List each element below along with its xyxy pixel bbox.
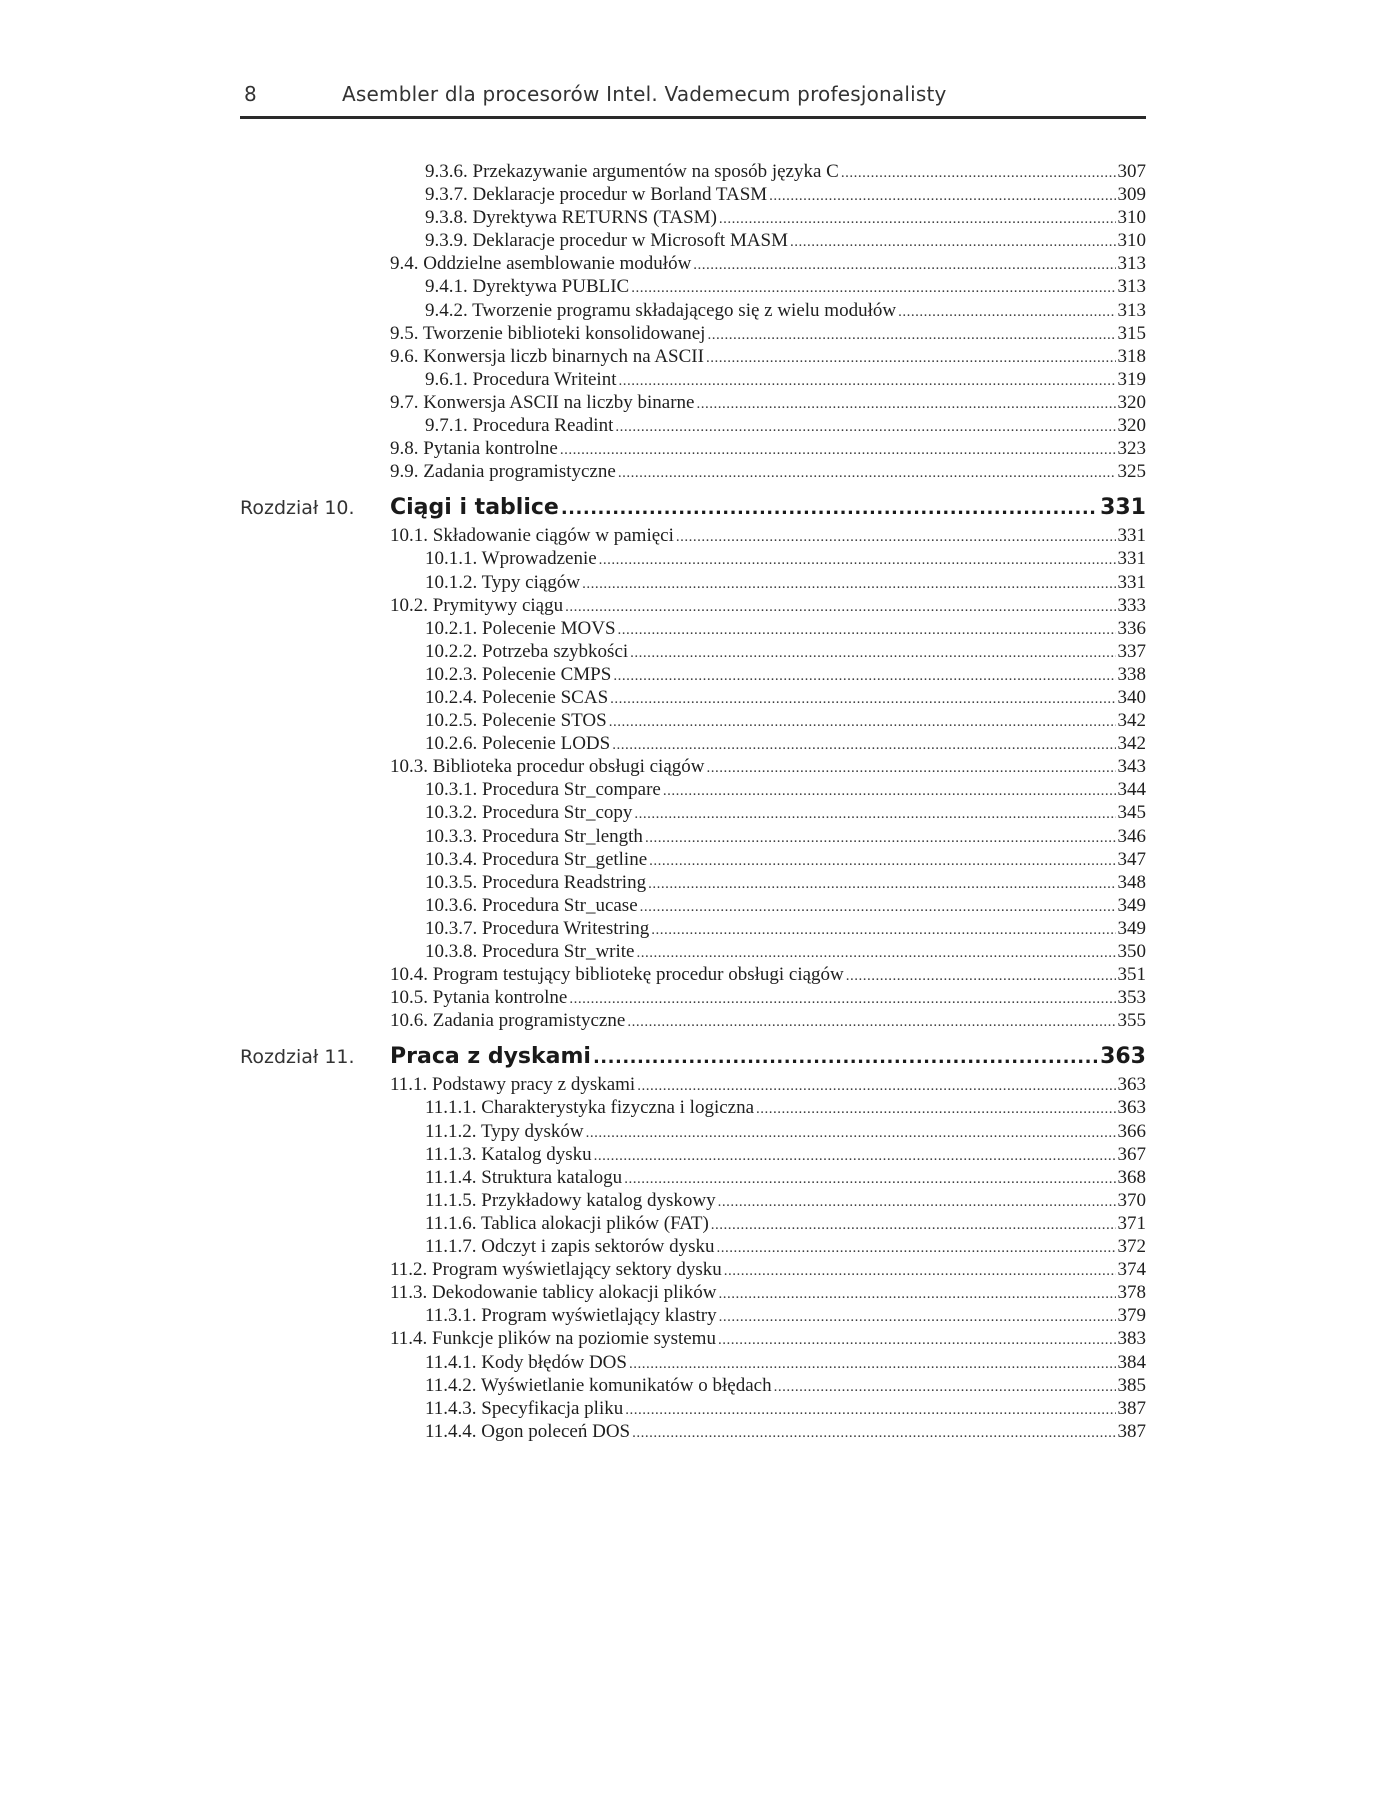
- entry-label: 10.3.8. Procedura Str_write: [425, 941, 635, 962]
- toc-subsection-entry: [425, 686, 1146, 709]
- dot-leader: [625, 1399, 1115, 1422]
- entry-label: 10.3.5. Procedura Readstring: [425, 871, 647, 893]
- toc-section-entry: [390, 345, 1146, 368]
- entry-page-number: 346: [1117, 825, 1146, 847]
- dot-leader: [613, 665, 1115, 688]
- toc-section-entry: [390, 252, 1146, 275]
- entry-label: 11.1.5. Przykładowy katalog dyskowy: [425, 1189, 716, 1211]
- entry-page-number: 347: [1117, 848, 1146, 870]
- entry-page-number: 379: [1117, 1305, 1146, 1327]
- toc-subsection-entry: [425, 414, 1146, 437]
- toc-section-entry: [390, 986, 1146, 1009]
- entry-page-number: 340: [1117, 686, 1146, 708]
- toc-section-entry: [390, 1073, 1146, 1096]
- dot-leader: [649, 850, 1115, 873]
- dot-leader: [593, 1041, 1098, 1074]
- toc-section-entry: [390, 524, 1146, 547]
- entry-page-number: 336: [1117, 617, 1146, 639]
- dot-leader: [632, 1422, 1115, 1445]
- chapter-page-number: 331: [1100, 495, 1146, 521]
- dot-leader: [610, 688, 1115, 711]
- entry-page-number: 307: [1117, 161, 1146, 182]
- toc-subsection-entry: [425, 1166, 1146, 1189]
- entry-page-number: 345: [1117, 802, 1146, 824]
- dot-leader: [898, 301, 1115, 324]
- entry-page-number: 384: [1117, 1351, 1146, 1373]
- entry-label: 11.1.4. Struktura katalogu: [425, 1166, 623, 1188]
- entry-page-number: 355: [1117, 1010, 1146, 1032]
- entry-label: 10.2.6. Polecenie LODS: [425, 733, 611, 755]
- entry-page-number: 349: [1117, 917, 1146, 939]
- toc-subsection-entry: [425, 917, 1146, 940]
- dot-leader: [663, 780, 1116, 803]
- entry-page-number: 325: [1117, 461, 1146, 483]
- entry-page-number: 342: [1117, 733, 1146, 755]
- dot-leader: [696, 393, 1115, 416]
- chapter-page-number: 363: [1100, 1044, 1146, 1070]
- entry-label: 10.3.2. Procedura Str_copy: [425, 802, 633, 824]
- entry-page-number: 320: [1117, 415, 1146, 437]
- toc-subsection-entry: [425, 1374, 1146, 1397]
- entry-label: 11.1.1. Charakterystyka fizyczna i logiczna: [425, 1097, 755, 1119]
- entry-page-number: 374: [1117, 1259, 1146, 1281]
- entry-label: 11.2. Program wyświetlający sektory dysku: [390, 1259, 722, 1281]
- entry-page-number: 351: [1117, 964, 1146, 986]
- dot-leader: [565, 596, 1115, 619]
- entry-page-number: 342: [1117, 710, 1146, 732]
- toc-subsection-entry: [425, 229, 1146, 252]
- dot-leader: [599, 549, 1116, 572]
- entry-label: 11.4.2. Wyświetlanie komunikatów o błędach: [425, 1374, 772, 1396]
- dot-leader: [717, 1237, 1116, 1260]
- toc-subsection-entry: [425, 571, 1146, 594]
- toc-subsection-entry: [425, 1120, 1146, 1143]
- dot-leader: [636, 942, 1115, 965]
- toc-subsection-entry: [425, 801, 1146, 824]
- entry-page-number: 331: [1117, 525, 1146, 547]
- dot-leader: [586, 1122, 1116, 1145]
- toc-subsection-entry: [425, 894, 1146, 917]
- toc-subsection-entry: [425, 299, 1146, 322]
- entry-page-number: 348: [1117, 871, 1146, 893]
- entry-page-number: 387: [1117, 1420, 1146, 1442]
- entry-label: 9.3.6. Przekazywanie argumentów na sposób języka C: [425, 161, 839, 182]
- toc-subsection-entry: [425, 663, 1146, 686]
- dot-leader: [651, 919, 1115, 942]
- dot-leader: [612, 734, 1115, 757]
- chapter-label: Rozdział 10.: [240, 497, 355, 520]
- entry-label: 10.4. Program testujący bibliotekę procedur obsługi ciągów: [390, 964, 844, 986]
- entry-page-number: 350: [1117, 941, 1146, 962]
- dot-leader: [718, 1329, 1116, 1352]
- toc-subsection-entry: [425, 709, 1146, 732]
- toc-section-entry: [390, 437, 1146, 460]
- entry-label: 9.5. Tworzenie biblioteki konsolidowanej: [390, 322, 706, 344]
- entry-page-number: 310: [1117, 230, 1146, 252]
- entry-label: 9.9. Zadania programistyczne: [390, 461, 616, 483]
- entry-label: 9.4.2. Tworzenie programu składającego się z wielu modułów: [425, 299, 897, 321]
- entry-label: 10.2.4. Polecenie SCAS: [425, 686, 609, 708]
- toc-subsection-entry: [425, 1189, 1146, 1212]
- dot-leader: [846, 965, 1116, 988]
- toc-section-entry: [390, 1009, 1146, 1032]
- toc-section-entry: [390, 322, 1146, 345]
- entry-page-number: 313: [1117, 253, 1146, 275]
- dot-leader: [756, 1098, 1115, 1121]
- toc-section-entry: [390, 594, 1146, 617]
- entry-label: 11.1.2. Typy dysków: [425, 1120, 584, 1142]
- entry-page-number: 313: [1117, 299, 1146, 321]
- dot-leader: [615, 416, 1115, 439]
- entry-label: 11.4. Funkcje plików na poziomie systemu: [390, 1328, 716, 1350]
- entry-page-number: 343: [1117, 756, 1146, 778]
- entry-label: 10.3.7. Procedura Writestring: [425, 917, 650, 939]
- entry-label: 11.1.7. Odczyt i zapis sektorów dysku: [425, 1236, 715, 1258]
- toc-subsection-entry: [425, 160, 1146, 183]
- toc-section-entry: [390, 963, 1146, 986]
- dot-leader: [618, 619, 1116, 642]
- toc-subsection-entry: [425, 1420, 1146, 1443]
- page-number: 8: [244, 82, 257, 106]
- entry-label: 10.2.1. Polecenie MOVS: [425, 617, 616, 639]
- entry-label: 10.6. Zadania programistyczne: [390, 1010, 626, 1032]
- toc-subsection-entry: [425, 1304, 1146, 1327]
- entry-page-number: 368: [1117, 1166, 1146, 1188]
- toc-section-entry: [390, 755, 1146, 778]
- entry-label: 10.2.3. Polecenie CMPS: [425, 663, 612, 685]
- table-of-contents: [240, 160, 1146, 1443]
- entry-label: 10.2.5. Polecenie STOS: [425, 710, 607, 732]
- toc-section-entry: [390, 1327, 1146, 1350]
- entry-label: 9.4.1. Dyrektywa PUBLIC: [425, 276, 630, 298]
- entry-label: 11.3. Dekodowanie tablicy alokacji plików: [390, 1282, 717, 1304]
- dot-leader: [769, 185, 1115, 208]
- toc-subsection-entry: [425, 206, 1146, 229]
- toc-subsection-entry: [425, 1212, 1146, 1235]
- dot-leader: [624, 1168, 1115, 1191]
- entry-label: 10.3. Biblioteka procedur obsługi ciągów: [390, 756, 705, 778]
- entry-label: 10.1. Składowanie ciągów w pamięci: [390, 525, 674, 547]
- entry-page-number: 370: [1117, 1189, 1146, 1211]
- toc-section-entry: [390, 391, 1146, 414]
- book-title: Asembler dla procesorów Intel. Vademecum profesjonalisty: [342, 82, 947, 106]
- dot-leader: [631, 277, 1115, 300]
- toc-section-entry: [390, 1281, 1146, 1304]
- dot-leader: [560, 439, 1116, 462]
- entry-label: 9.6. Konwersja liczb binarnych na ASCII: [390, 345, 704, 367]
- toc-section-entry: [390, 460, 1146, 483]
- entry-label: 10.5. Pytania kontrolne: [390, 987, 568, 1009]
- dot-leader: [618, 370, 1115, 393]
- dot-leader: [724, 1260, 1116, 1283]
- entry-page-number: 333: [1117, 594, 1146, 616]
- toc-subsection-entry: [425, 640, 1146, 663]
- dot-leader: [707, 757, 1116, 780]
- toc-subsection-entry: [425, 547, 1146, 570]
- entry-label: 9.7. Konwersja ASCII na liczby binarne: [390, 391, 695, 413]
- entry-label: 11.1.3. Katalog dysku: [425, 1143, 592, 1165]
- entry-page-number: 372: [1117, 1236, 1146, 1258]
- entry-page-number: 309: [1117, 184, 1146, 206]
- dot-leader: [637, 1075, 1115, 1098]
- entry-label: 10.1.1. Wprowadzenie: [425, 548, 597, 570]
- dot-leader: [719, 1306, 1116, 1329]
- dot-leader: [645, 827, 1116, 850]
- entry-label: 11.4.1. Kody błędów DOS: [425, 1351, 627, 1373]
- entry-label: 9.7.1. Procedura Readint: [425, 415, 614, 437]
- entry-page-number: 315: [1117, 322, 1146, 344]
- dot-leader: [693, 254, 1115, 277]
- entry-label: 10.2. Prymitywy ciągu: [390, 594, 564, 616]
- entry-page-number: 385: [1117, 1374, 1146, 1396]
- dot-leader: [609, 711, 1116, 734]
- chapter-title: Ciągi i tablice: [390, 495, 559, 521]
- dot-leader: [718, 1283, 1115, 1306]
- dot-leader: [648, 873, 1115, 896]
- toc-subsection-entry: [425, 848, 1146, 871]
- dot-leader: [718, 1191, 1116, 1214]
- entry-page-number: 331: [1117, 571, 1146, 593]
- toc-subsection-entry: [425, 778, 1146, 801]
- entry-label: 9.4. Oddzielne asemblowanie modułów: [390, 253, 692, 275]
- dot-leader: [627, 1011, 1115, 1034]
- dot-leader: [640, 896, 1116, 919]
- dot-leader: [634, 803, 1115, 826]
- entry-page-number: 378: [1117, 1282, 1146, 1304]
- entry-label: 10.3.4. Procedura Str_getline: [425, 848, 648, 870]
- toc-subsection-entry: [425, 732, 1146, 755]
- entry-page-number: 383: [1117, 1328, 1146, 1350]
- toc-subsection-entry: [425, 825, 1146, 848]
- dot-leader: [630, 642, 1115, 665]
- dot-leader: [790, 231, 1115, 254]
- entry-label: 10.2.2. Potrzeba szybkości: [425, 640, 629, 662]
- entry-page-number: 363: [1117, 1097, 1146, 1119]
- toc-subsection-entry: [425, 871, 1146, 894]
- dot-leader: [706, 347, 1116, 370]
- entry-page-number: 338: [1117, 663, 1146, 685]
- entry-label: 9.3.8. Dyrektywa RETURNS (TASM): [425, 207, 717, 229]
- entry-label: 9.8. Pytania kontrolne: [390, 438, 558, 460]
- entry-label: 9.3.9. Deklaracje procedur w Microsoft MASM: [425, 230, 789, 252]
- toc-subsection-entry: [425, 1235, 1146, 1258]
- entry-label: 10.1.2. Typy ciągów: [425, 571, 581, 593]
- entry-page-number: 353: [1117, 987, 1146, 1009]
- dot-leader: [841, 162, 1116, 185]
- toc-section-entry: [390, 1258, 1146, 1281]
- entry-label: 9.3.7. Deklaracje procedur w Borland TASM: [425, 184, 768, 206]
- toc-subsection-entry: [425, 617, 1146, 640]
- entry-page-number: 337: [1117, 640, 1146, 662]
- entry-page-number: 331: [1117, 548, 1146, 570]
- dot-leader: [561, 492, 1098, 525]
- toc-subsection-entry: [425, 1143, 1146, 1166]
- entry-label: 11.1. Podstawy pracy z dyskami: [390, 1074, 636, 1096]
- dot-leader: [707, 324, 1115, 347]
- entry-page-number: 344: [1117, 779, 1146, 801]
- dot-leader: [594, 1145, 1116, 1168]
- entry-page-number: 363: [1117, 1074, 1146, 1096]
- entry-label: 11.3.1. Program wyświetlający klastry: [425, 1305, 717, 1327]
- entry-page-number: 320: [1117, 391, 1146, 413]
- entry-page-number: 367: [1117, 1143, 1146, 1165]
- entry-page-number: 319: [1117, 368, 1146, 390]
- toc-subsection-entry: [425, 940, 1146, 963]
- dot-leader: [676, 526, 1116, 549]
- entry-label: 10.3.6. Procedura Str_ucase: [425, 894, 638, 916]
- dot-leader: [774, 1376, 1116, 1399]
- toc-subsection-entry: [425, 1351, 1146, 1374]
- running-header: [240, 80, 1146, 119]
- entry-label: 9.6.1. Procedura Writeint: [425, 368, 617, 390]
- entry-label: 11.4.4. Ogon poleceń DOS: [425, 1420, 631, 1442]
- entry-page-number: 310: [1117, 207, 1146, 229]
- toc-chapter-heading: [240, 491, 1146, 524]
- dot-leader: [618, 462, 1116, 485]
- dot-leader: [711, 1214, 1116, 1237]
- dot-leader: [569, 988, 1115, 1011]
- entry-page-number: 371: [1117, 1212, 1146, 1234]
- chapter-title: Praca z dyskami: [390, 1044, 591, 1070]
- entry-page-number: 313: [1117, 276, 1146, 298]
- toc-subsection-entry: [425, 183, 1146, 206]
- entry-page-number: 387: [1117, 1397, 1146, 1419]
- toc-chapter-heading: [240, 1040, 1146, 1073]
- entry-page-number: 318: [1117, 345, 1146, 367]
- entry-page-number: 323: [1117, 438, 1146, 460]
- toc-subsection-entry: [425, 368, 1146, 391]
- entry-page-number: 349: [1117, 894, 1146, 916]
- chapter-label: Rozdział 11.: [240, 1046, 355, 1069]
- toc-subsection-entry: [425, 1096, 1146, 1119]
- entry-label: 10.3.1. Procedura Str_compare: [425, 779, 661, 801]
- dot-leader: [629, 1353, 1116, 1376]
- entry-page-number: 366: [1117, 1120, 1146, 1142]
- entry-label: 11.4.3. Specyfikacja pliku: [425, 1397, 624, 1419]
- entry-label: 10.3.3. Procedura Str_length: [425, 825, 643, 847]
- toc-subsection-entry: [425, 275, 1146, 298]
- dot-leader: [582, 573, 1115, 596]
- toc-subsection-entry: [425, 1397, 1146, 1420]
- entry-label: 11.1.6. Tablica alokacji plików (FAT): [425, 1212, 709, 1234]
- dot-leader: [719, 208, 1116, 231]
